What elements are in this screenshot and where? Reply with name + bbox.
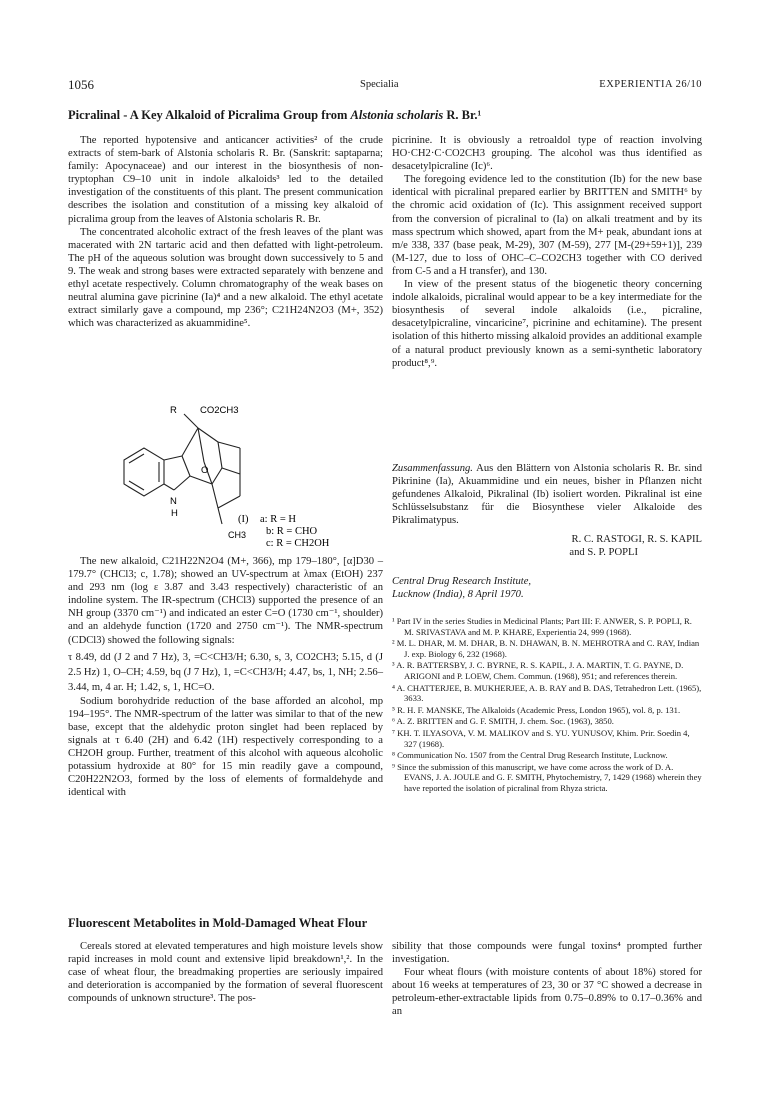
authors-line-2: and S. P. POPLI [569,547,638,558]
paragraph: The concentrated alcoholic extract of the fresh leaves of the plant was macerated with 2N tartaric acid and then defatted with light-petroleum. The pH of the aqueous solution was brought down successively to 5 and 9. The weak and strong bases were extracted separately with benzene and ethyl acetate respectively. Column chromatography of the weak bases on neutral alumina gave picrinine (Ia)⁴ and a new alkaloid. The ethyl acetate extract similarly gave a compound, mp 236°; C21H24N2O3 (M+, 352) which was characterized as akuammidine⁵. [68,226,383,330]
paragraph: The new alkaloid, C21H22N2O4 (M+, 366), mp 179–180°, [α]D30 – 179.7° (CHCl3; c, 1.78); showed an UV-spectrum at λmax (EtOH) 237 and 293 nm (log ε 3.87 and 3.43 respectively) characteristic of an indoline system. The IR-spectrum (CHCl3) supported the presence of an NH group (3370 cm⁻¹) and indicated an ester C=O (1730 cm⁻¹, shoulder) and an aldehyde function (1720 and 2750 cm⁻¹). The NMR-spectrum (CDCl3) showed the following signals: [68,556,383,646]
footnote: ³ A. R. BATTERSBY, J. C. BYRNE, R. S. KAPIL, J. A. MARTIN, T. G. PAYNE, D. ARIGONI and P. LOEW, Chem. Commun. (1968), 951; and references therein. [392,660,684,681]
article1-title [68,108,481,123]
article1-left-column [68,134,383,330]
article2-right-column [392,940,702,1019]
structure-ester-label: CO2CH3 [200,405,239,416]
paragraph: picrinine. It is obviously a retroaldol type of reaction involving HO·CH2·C·CO2CH3 grouping. The alcohol was thus identified as desacetylpicraline (Ic)⁶. [392,135,702,173]
nmr-signals: τ 8.49, dd (J 2 and 7 Hz), 3, =C<CH3/H; 6.30, s, 3, CO2CH3; 5.15, d (J 2.5 Hz) 1, O–CH; 4.59, bq (J 7 Hz), 1, =C<CH3/H; 4.47, bs, 1, NH; 2.56–3.44, m, 4 ar. H; 1.42, s, 1, HC=O. [68,651,383,693]
footnote: ⁷ KH. T. ILYASOVA, V. M. MALIKOV and S. YU. YUNUSOV, Khim. Prir. Soedin 4, 327 (1968). [392,727,690,749]
zusammenfassung-text: Aus den Blättern von Alstonia scholaris R. Br. sind Pikrinine (Ia), Akuammidine und ein neues, bisher in Pflanzen nicht gefundenes Alkaloid, Pikralinal (Ib) isoliert worden. Pikralinal ist eine Schlüsselsubstanz für die Biosynthese vieler Alkaloide des Pikralimatypus. [392,463,702,526]
footnote: ⁸ Communication No. 1507 from the Central Drug Research Institute, Lucknow. [392,750,668,761]
structure-compound-label: (I) [238,514,249,525]
footnote: ⁶ A. Z. BRITTEN and G. F. SMITH, J. chem. Soc. (1963), 3850. [392,716,614,727]
page-number: 1056 [68,77,94,92]
paragraph: The foregoing evidence led to the constitution (Ib) for the new base identical with picralinal prepared earlier by BRITTEN and SMITH⁶ by the chromic acid oxidation of (Ic). This assignment received support from the conversion of picralinal to (Ia) on alkali treatment and by its mass spectrum which showed, apart from the M+ peak, abundant ions at m/e 338, 337 (base peak, M-29), 307 (M-59), 277 [M-(29+59+1)], 239 (M-127, due to loss of OHC–C–CO2CH3 together with CO derived from C-5 and a H transfer), and 130. [392,174,702,277]
structure-variant-c: c: R = CH2OH [266,538,330,549]
paragraph: In view of the present status of the biogenetic theory concerning indole alkaloids, picralinal would appear to be a key intermediate for the biosynthesis of several indole alkaloids (i.e., picraline, desacetylpicraline, vincaricine⁷, picrinine and echitamine). The present isolation of this hitherto missing alkaloid provides an additional example of a natural product previously known as a semi-synthetic laboratory product⁸,⁹. [392,279,702,369]
article1-title-pre: Picralinal - A Key Alkaloid of Picralima Group from [68,108,351,122]
structure-diagram [100,398,380,553]
article1-title-post: R. Br.¹ [443,108,482,122]
footnotes [392,616,702,795]
structure-n-label: N [170,496,177,507]
paragraph: Cereals stored at elevated temperatures and high moisture levels show rapid increases in mold count and extensive lipid breakdown¹,². In the case of wheat flour, the breadmaking properties are seriously impaired and deterioration is accompanied by the formation of several fluorescent compounds of unknown structure³. The pos- [68,941,383,1005]
institution-name: Central Drug Research Institute, [392,576,532,587]
structure-r-label: R [170,405,177,416]
running-section: Specialia [360,79,399,90]
footnote: ² M. L. DHAR, M. M. DHAR, B. N. DHAWAN, B. N. MEHROTRA and C. RAY, Indian J. exp. Biology 6, 232 (1968). [392,638,700,659]
authors-line-1: R. C. RASTOGI, R. S. KAPIL [571,534,702,545]
structure-ch3-label: CH3 [228,530,247,540]
authors [500,533,702,559]
footnote: ⁵ R. H. F. MANSKE, The Alkaloids (Academic Press, London 1965), vol. 8, p. 131. [392,704,681,715]
benzene-ring [124,448,164,496]
paragraph: Sodium borohydride reduction of the base afforded an alcohol, mp 194–195°. The NMR-spectrum of the latter was similar to that of the new base, except that the aldehydic proton singlet had been replaced by signals at τ 6.40 (2H) and 6.42 (1H) respectively corresponding to a CH2OH group. Further, treatment of this alcohol with aqueous alcoholic potassium hydroxide at 80° for 15 min readily gave a compound, C20H22N2O3, formed by the loss of elements of formaldehyde and identical with [68,695,383,799]
structure-variant-a: a: R = H [260,514,296,525]
footnote: ¹ Part IV in the series Studies in Medicinal Plants; Part III: F. ANWER, S. P. POPLI, R. M. SRIVASTAVA and M. P. KHARE, Experientia 24, 999 (1968). [392,616,692,637]
paragraph: The reported hypotensive and anticancer activities² of the crude extracts of stem-bark of Alstonia scholaris R. Br. (Sanskrit: saptaparna; family: Apocynaceae) and our interest in the biosynthesis of non-tryptophan C9–10 unit in indole alkaloids³ led to the detailed investigation of the constituents of this plant. The present communication describes the isolation and constitution of a missing key alkaloid of picralima group from the leaves of Alstonia scholaris R. Br. [68,135,383,225]
article1-right-column [392,134,702,370]
article1-title-italic: Alstonia scholaris [350,108,444,122]
running-journal: EXPERIENTIA 26/10 [599,79,702,90]
place-date: Lucknow (India), 8 April 1970. [392,589,524,600]
paragraph: sibility that those compounds were fungal toxins⁴ prompted further investigation. [392,941,702,966]
zusammenfassung-label: Zusammenfassung. [392,463,473,474]
paragraph: Four wheat flours (with moisture contents of about 18%) stored for about 16 weeks at temperatures of 23, 30 or 37 °C showed a decrease in petroleum-ether-extractable lipids from 0.75–0.89% to 0.17–0.36% and an [392,967,702,1018]
footnote: ⁴ A. CHATTERJEE, B. MUKHERJEE, A. B. RAY and B. DAS, Tetrahedron Lett. (1965), 3633. [392,682,702,704]
structure-variant-b: b: R = CHO [266,526,318,537]
structure-h-label: H [171,508,178,519]
zusammenfassung [392,462,702,527]
structure-o-label: O [201,465,209,476]
article2-title: Fluorescent Metabolites in Mold-Damaged Wheat Flour [68,916,368,930]
footnote: ⁹ Since the submission of this manuscript, we have come across the work of D. A. EVANS, J. A. JOULE and G. F. SMITH, Phytochemistry, 7, 1429 (1968) wherein they have reported the isolation of picralinal from Rhyza stricta. [392,761,702,793]
institution [392,575,531,601]
article2-left-column [68,940,383,1005]
article1-left-column-2 [68,555,383,799]
